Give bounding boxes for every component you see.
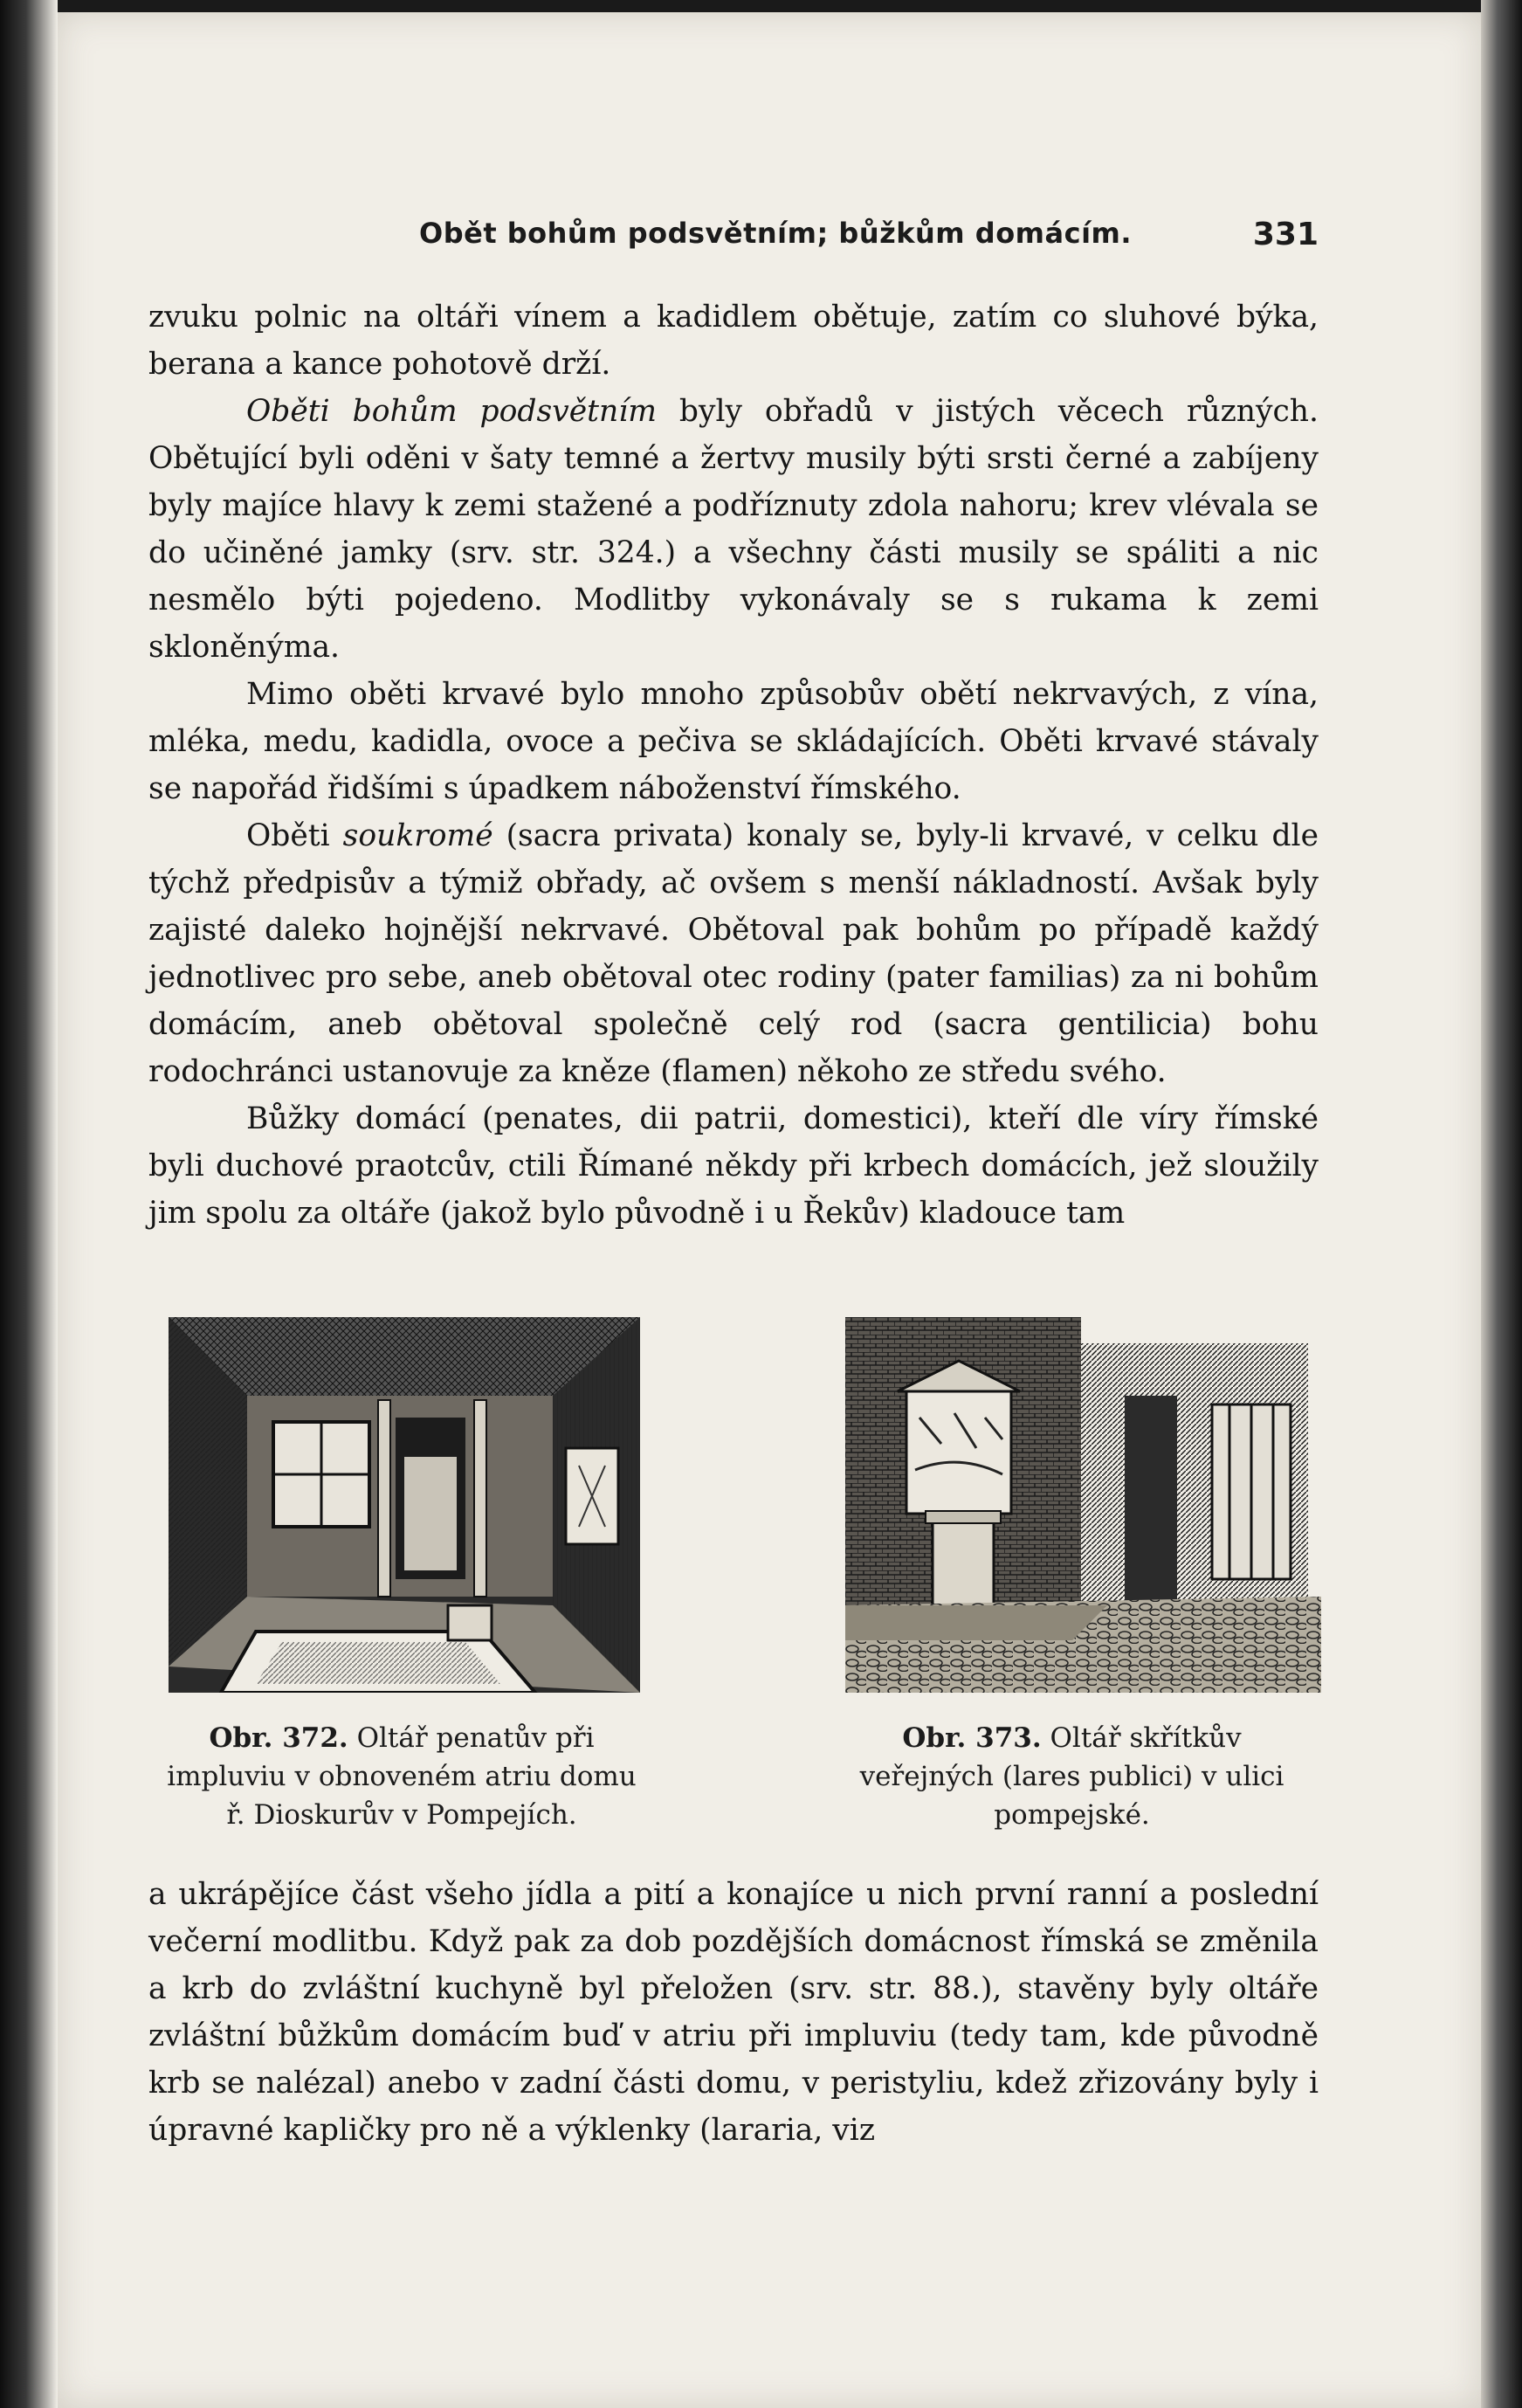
paragraph: a ukrápějíce část všeho jídla a pití a konajíce u nich první ranní a poslední večerní modlitbu. Když pak za dob pozdějších domácnost římská se změnila a krb do zvláštní kuchyně byl přeložen (srv. str. 88.), stavěny byly oltáře zvláštní bůžkům domácím buď v atriu při impluviu (tedy tam, kde původně krb se nalézal) anebo v zadní části domu, v peristyliu, kdež zřizovány byly i úpravné kapličky pro ně a výklenky (lararia, viz <box>148 1877 1319 2148</box>
emphasis: Oběti bohům podsvětním <box>246 394 657 429</box>
running-head <box>419 217 1319 260</box>
paragraph: Oběti bohům podsvětním byly obřadů v jistých věcech různých. Obětující byli oděni v šaty temné a žertvy musily býti srsti černé a zabíjeny byly majíce hlavy k zemi stažené a podříznuty zdola nahoru; krev vlévala se do učiněné jamky (srv. str. 324.) a všechny části musily se spáliti a nic nesmělo býti pojedeno. Modlitby vykonávaly se s rukama k zemi skloněnýma. <box>148 394 1319 665</box>
figure-372-caption-text: Oltář penatův při impluviu v obnoveném atriu domu ř. Dioskurův v Pompejích. <box>167 1722 637 1831</box>
running-head-title: Obět bohům podsvětním; bůžkům domácím. <box>419 217 1133 250</box>
atrium-engraving <box>169 1317 640 1693</box>
paragraph: Oběti soukromé (sacra privata) konaly se, byly-li krvavé, v celku dle týchž předpisův a týmiž obřady, ač ovšem s menší nákladností. Avšak byly zajisté daleko hojnější nekrvavé. Obětoval pak bohům po případě každý jednotlivec pro sebe, aneb obětoval otec rodiny (pater familias) za ni bohům domácím, aneb obětoval společně celý rod (sacra gentilicia) bohu rodochránci ustanovuje za kněze (flamen) někoho ze středu svého. <box>148 818 1319 1089</box>
figure-373-caption <box>834 1719 1310 1834</box>
page-number: 331 <box>1252 217 1319 252</box>
figure-372-label: Obr. 372. <box>209 1722 348 1754</box>
emphasis: soukromé <box>342 818 493 853</box>
figure-373 <box>845 1308 1321 1693</box>
figure-373-engraving <box>845 1308 1321 1693</box>
scan-left-edge <box>0 0 58 2408</box>
figure-373-label: Obr. 373. <box>902 1722 1042 1754</box>
figure-373-caption-text: Oltář skřítkův veřejných (lares publici) v ulici pompejské. <box>859 1722 1284 1831</box>
street-altar-engraving <box>845 1308 1321 1693</box>
figure-372 <box>169 1317 640 1693</box>
figure-372-caption <box>166 1719 637 1834</box>
paragraph: Bůžky domácí (penates, dii patrii, domestici), kteří dle víry římské byli duchové praotcův, ctili Římané někdy při krbech domácích, jež sloužily jim spolu za oltáře (jakož bylo původně i u Řekův) kladouce tam <box>148 1101 1319 1231</box>
body-text-bottom <box>148 1871 1319 2154</box>
paragraph: zvuku polnic na oltáři vínem a kadidlem obětuje, zatím co sluhové býka, berana a kance pohotově drží. <box>148 300 1319 382</box>
figure-372-engraving <box>169 1317 640 1693</box>
body-text-top <box>148 293 1319 1237</box>
paragraph: Mimo oběti krvavé bylo mnoho způsobův obětí nekrvavých, z vína, mléka, medu, kadidla, ovoce a pečiva se skládajících. Oběti krvavé stávaly se napořád řidšími s úpadkem náboženství římského. <box>148 677 1319 806</box>
scan-right-edge <box>1481 0 1522 2408</box>
